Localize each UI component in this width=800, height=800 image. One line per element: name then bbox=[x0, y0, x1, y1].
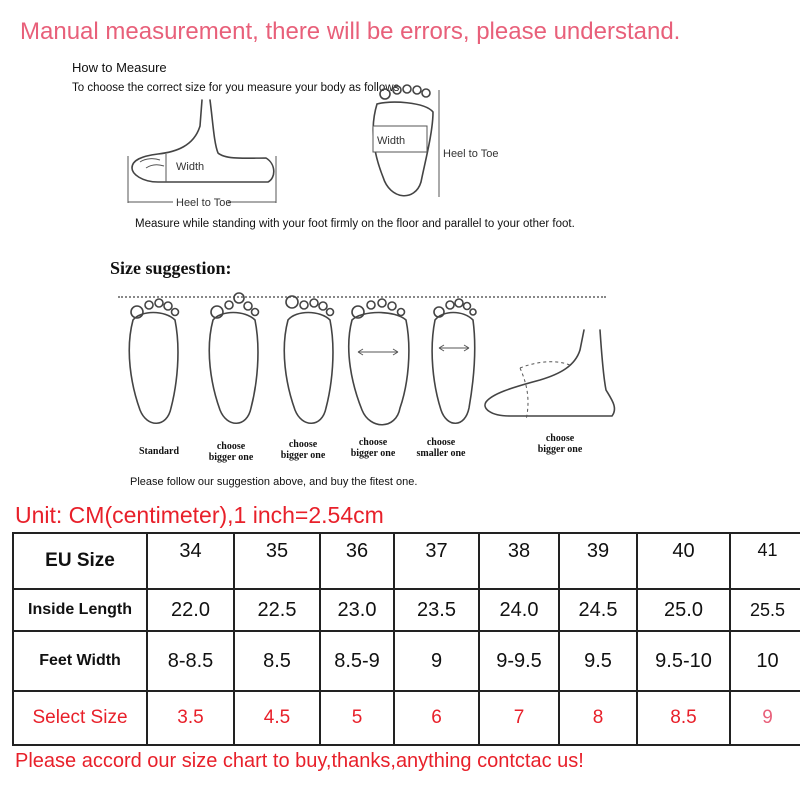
foot-choose-bigger-3 bbox=[349, 299, 409, 425]
feet-width-cell: 8.5 bbox=[234, 631, 320, 691]
feet-width-cell: 9.5-10 bbox=[637, 631, 730, 691]
inside-length-cell: 22.0 bbox=[147, 589, 234, 631]
foot-side-high-instep bbox=[485, 330, 614, 420]
width-label-2: Width bbox=[377, 135, 406, 147]
how-to-measure-subtitle: To choose the correct size for you measure your body as follows bbox=[72, 82, 400, 94]
size-suggestion-illustrations bbox=[115, 290, 625, 440]
inside-length-cell: 24.5 bbox=[559, 589, 637, 631]
unit-note: Unit: CM(centimeter),1 inch=2.54cm bbox=[15, 502, 384, 528]
select-size-cell: 9 bbox=[730, 691, 800, 745]
table-row-eu-size bbox=[13, 533, 800, 589]
select-size-cell: 4.5 bbox=[234, 691, 320, 745]
inside-length-cell: 23.0 bbox=[320, 589, 394, 631]
select-size-cell: 5 bbox=[320, 691, 394, 745]
caption-bigger-1: choose bigger one bbox=[208, 441, 254, 463]
eu-size-cell: 37 bbox=[394, 533, 479, 589]
feet-width-cell: 9-9.5 bbox=[479, 631, 559, 691]
side-foot-diagram bbox=[118, 98, 293, 213]
bottom-note: Please accord our size chart to buy,thanks,anything contctac us! bbox=[15, 750, 584, 772]
toe-5 bbox=[422, 89, 430, 97]
select-size-cell: 8.5 bbox=[637, 691, 730, 745]
foot-choose-smaller bbox=[432, 299, 476, 423]
select-size-header: Select Size bbox=[13, 691, 147, 745]
how-to-measure-title: How to Measure bbox=[72, 60, 167, 75]
caption-bigger-2: choose bigger one bbox=[280, 439, 326, 461]
eu-size-cell: 40 bbox=[637, 533, 730, 589]
width-label: Width bbox=[176, 161, 205, 173]
heel-to-toe-label: Heel to Toe bbox=[176, 197, 232, 209]
inside-length-cell: 25.5 bbox=[730, 589, 800, 631]
feet-width-cell: 8.5-9 bbox=[320, 631, 394, 691]
caption-smaller: choose smaller one bbox=[416, 437, 466, 459]
feet-width-header: Feet Width bbox=[13, 631, 147, 691]
toe-1 bbox=[380, 89, 390, 99]
foot-choose-bigger-1 bbox=[209, 293, 258, 423]
toe-4 bbox=[413, 86, 421, 94]
foot-choose-bigger-2 bbox=[284, 296, 333, 423]
eu-size-cell: 38 bbox=[479, 533, 559, 589]
toe-3 bbox=[403, 85, 411, 93]
feet-width-cell: 9.5 bbox=[559, 631, 637, 691]
foot-standard bbox=[129, 299, 178, 423]
caption-standard: Standard bbox=[138, 446, 179, 457]
measurement-disclaimer: Manual measurement, there will be errors, please understand. bbox=[20, 18, 681, 45]
eu-size-cell: 35 bbox=[234, 533, 320, 589]
eu-size-header: EU Size bbox=[13, 533, 147, 589]
toe-2 bbox=[393, 86, 401, 94]
inside-length-cell: 25.0 bbox=[637, 589, 730, 631]
feet-width-cell: 9 bbox=[394, 631, 479, 691]
inside-length-cell: 23.5 bbox=[394, 589, 479, 631]
feet-width-cell: 8-8.5 bbox=[147, 631, 234, 691]
eu-size-cell: 39 bbox=[559, 533, 637, 589]
feet-width-cell: 10 bbox=[730, 631, 800, 691]
select-size-cell: 8 bbox=[559, 691, 637, 745]
heel-to-toe-label-2: Heel to Toe bbox=[443, 148, 499, 160]
measure-instruction: Measure while standing with your foot firmly on the floor and parallel to your other foot. bbox=[135, 218, 575, 230]
eu-size-cell: 41 bbox=[730, 533, 800, 589]
eu-size-cell: 36 bbox=[320, 533, 394, 589]
inside-length-header: Inside Length bbox=[13, 589, 147, 631]
table-row-inside-length bbox=[13, 589, 800, 631]
caption-bigger-side: choose bigger one bbox=[537, 433, 583, 455]
inside-length-cell: 22.5 bbox=[234, 589, 320, 631]
inside-length-cell: 24.0 bbox=[479, 589, 559, 631]
size-suggestion-title: Size suggestion: bbox=[110, 258, 232, 278]
select-size-cell: 3.5 bbox=[147, 691, 234, 745]
size-chart-table bbox=[12, 532, 800, 746]
table-row-select-size bbox=[13, 691, 800, 745]
table-row-feet-width bbox=[13, 631, 800, 691]
toe-lines bbox=[140, 159, 164, 168]
eu-size-cell: 34 bbox=[147, 533, 234, 589]
select-size-cell: 6 bbox=[394, 691, 479, 745]
select-size-cell: 7 bbox=[479, 691, 559, 745]
sole-foot-diagram bbox=[355, 82, 525, 212]
caption-bigger-3: choose bigger one bbox=[350, 437, 396, 459]
follow-suggestion-text: Please follow our suggestion above, and buy the fitest one. bbox=[130, 476, 418, 488]
